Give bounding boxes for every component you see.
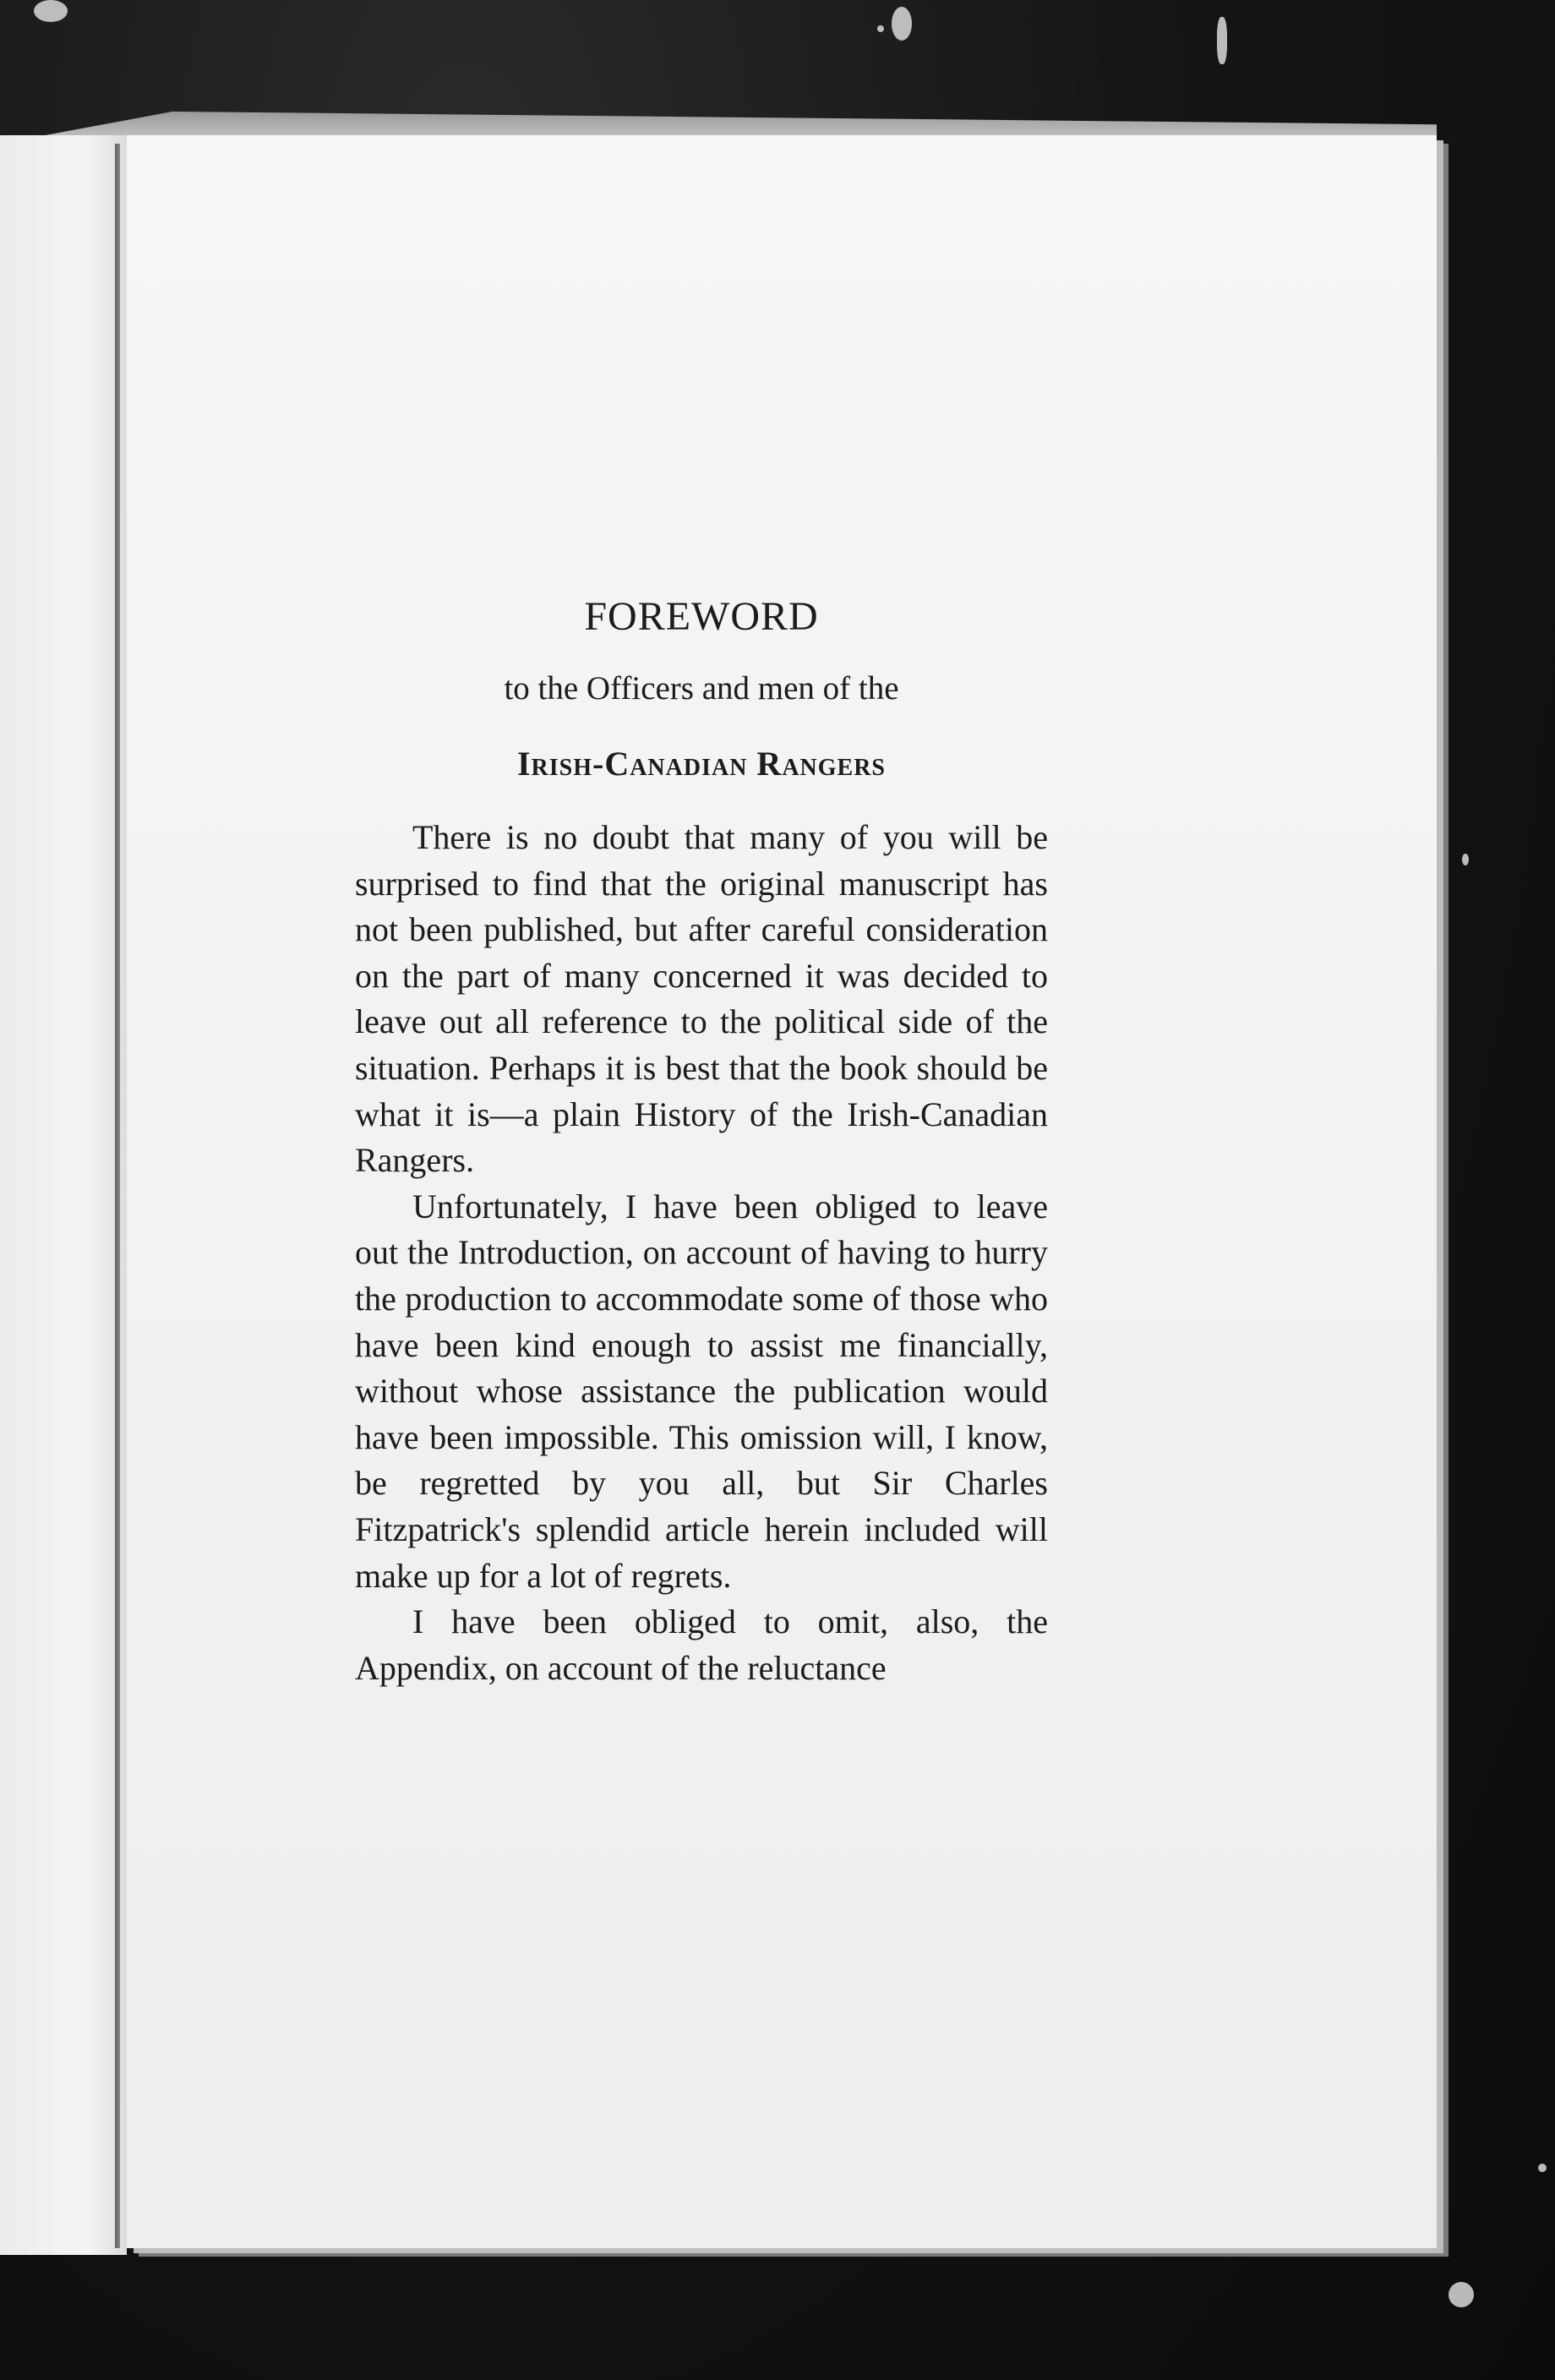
- dedication-line: to the Officers and men of the: [504, 670, 899, 707]
- foreword-body: [355, 815, 1048, 1691]
- paragraph: Unfortunately, I have been obliged to leave out the Introduction, on account of having to hurry the production to accommodate some of those who have been kind enough to assist me financially, without whose assistance the publication would have been impossible. This omission will, I know, be regretted by you all, but Sir Charles Fitzpatrick's splendid article herein included will make up for a lot of regrets.: [355, 1187, 1048, 1595]
- dust-speck: [1449, 2282, 1474, 2307]
- dust-speck: [1538, 2164, 1547, 2172]
- dust-speck: [1217, 17, 1227, 64]
- dust-speck: [1462, 854, 1469, 865]
- left-facing-page: [0, 135, 127, 2255]
- page-gutter: [115, 144, 120, 2248]
- dust-speck: [34, 0, 68, 22]
- paragraph: I have been obliged to omit, also, the Appendix, on account of the reluctance: [355, 1602, 1048, 1687]
- dust-speck: [892, 7, 912, 41]
- foreword-heading: FOREWORD: [584, 594, 819, 639]
- page-edge-shadow: [1437, 144, 1449, 2257]
- regiment-name: Irish-Canadian Rangers: [516, 745, 887, 783]
- dust-speck: [877, 25, 884, 32]
- paragraph: There is no doubt that many of you will be surprised to find that the original manuscript has not been published, but after careful consideration on the part of many concerned it was decided to leave out all reference to the political side of the situation. Perhaps it is best that the book should be what it is—a plain History of the Irish-Canadian Rangers.: [355, 818, 1048, 1180]
